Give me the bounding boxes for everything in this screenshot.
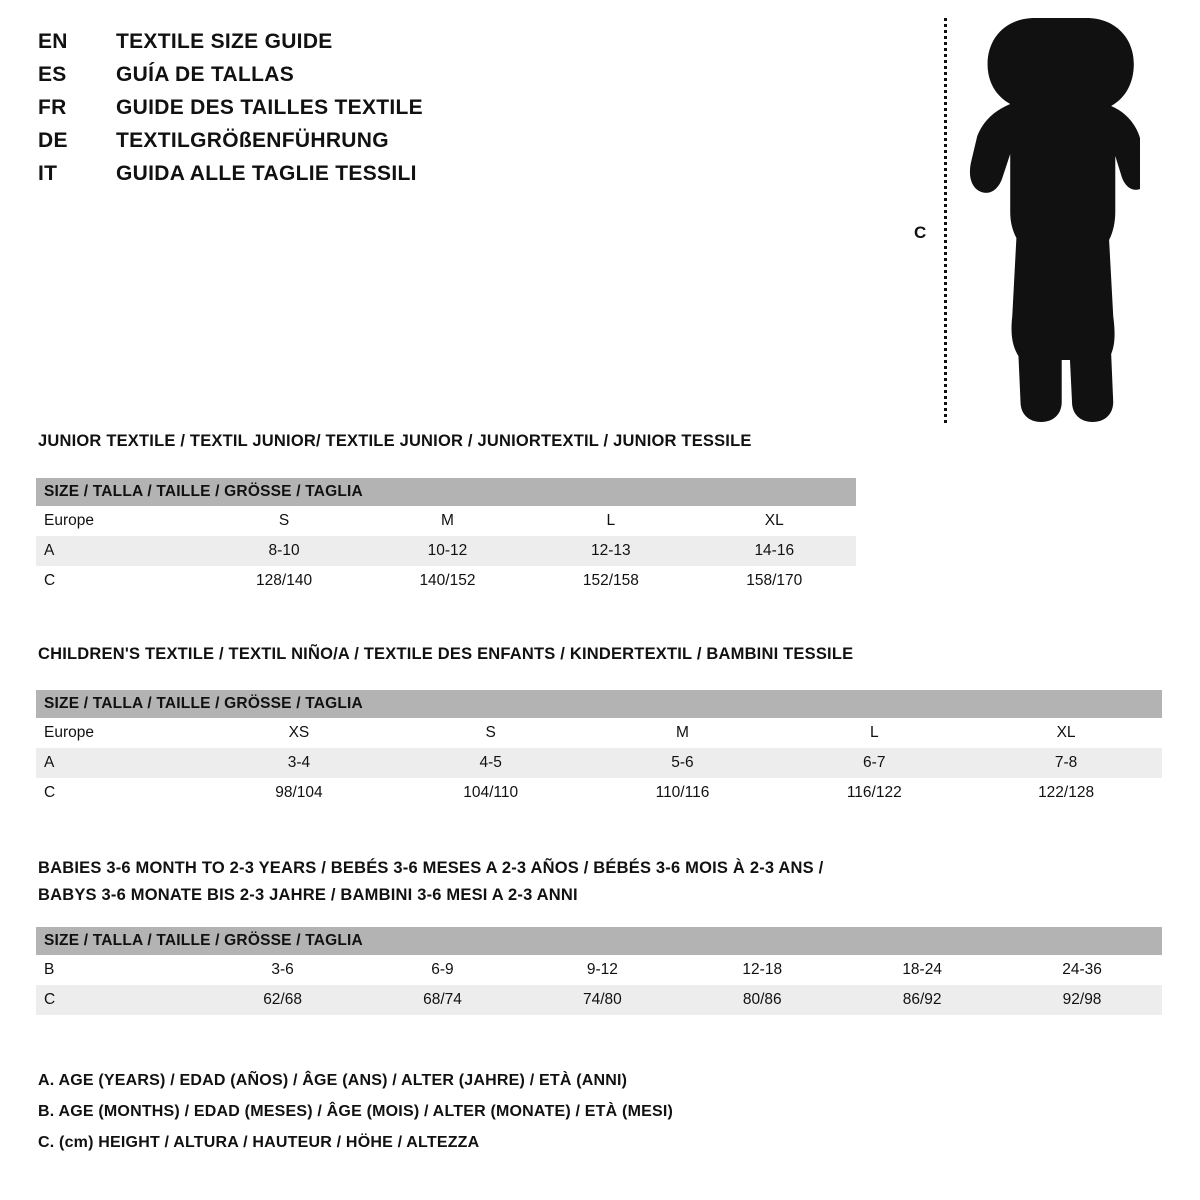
section-heading-babies — [38, 855, 1038, 909]
row-label-c: C — [36, 566, 202, 596]
cell-c-5: 122/128 — [970, 778, 1162, 808]
row-label-a: A — [36, 536, 202, 566]
table-row — [36, 506, 856, 536]
cell-c-3: 110/116 — [587, 778, 779, 808]
cell-a-4: 14-16 — [693, 536, 856, 566]
footnote-a: A. AGE (YEARS) / EDAD (AÑOS) / ÂGE (ANS) / ALTER (JAHRE) / ETÀ (ANNI) — [38, 1072, 628, 1089]
title-text-de: TEXTILGRÖßENFÜHRUNG — [116, 129, 389, 152]
row-label-a: A — [36, 748, 203, 778]
table-band-header — [36, 690, 1162, 718]
footnote-b: B. AGE (MONTHS) / EDAD (MESES) / ÂGE (MOIS) / ALTER (MONATE) / ETÀ (MESI) — [38, 1103, 674, 1120]
language-code-es: ES — [38, 63, 67, 86]
measure-label-c: C — [914, 223, 927, 242]
cell-a-2: 10-12 — [366, 536, 529, 566]
cell-c-4: 80/86 — [682, 985, 842, 1015]
title-text-it: GUIDA ALLE TAGLIE TESSILI — [116, 162, 417, 185]
footnote-c: C. (cm) HEIGHT / ALTURA / HAUTEUR / HÖHE / ALTEZZA — [38, 1134, 480, 1151]
cell-c-2: 140/152 — [366, 566, 529, 596]
table-row — [36, 566, 856, 596]
cell-europe-4: L — [778, 718, 970, 748]
table-band-header — [36, 927, 1162, 955]
row-label-europe: Europe — [36, 506, 202, 536]
cell-europe-3: M — [587, 718, 779, 748]
table-band-header — [36, 478, 856, 506]
cell-b-5: 18-24 — [842, 955, 1002, 985]
cell-c-6: 92/98 — [1002, 985, 1162, 1015]
cell-europe-1: XS — [203, 718, 395, 748]
cell-a-4: 6-7 — [778, 748, 970, 778]
cell-b-2: 6-9 — [363, 955, 523, 985]
legend-footnotes — [38, 1065, 673, 1158]
cell-c-1: 98/104 — [203, 778, 395, 808]
cell-europe-1: S — [202, 506, 365, 536]
cell-c-1: 128/140 — [202, 566, 365, 596]
child-silhouette-icon — [952, 16, 1152, 431]
row-label-b: B — [36, 955, 203, 985]
cell-b-4: 12-18 — [682, 955, 842, 985]
cell-c-2: 68/74 — [363, 985, 523, 1015]
table-row — [36, 536, 856, 566]
table-row — [36, 748, 1162, 778]
cell-a-5: 7-8 — [970, 748, 1162, 778]
band-label-junior: SIZE / TALLA / TAILLE / GRÖSSE / TAGLIA — [36, 478, 856, 506]
cell-b-6: 24-36 — [1002, 955, 1162, 985]
junior-size-table — [36, 478, 856, 596]
title-row — [38, 162, 598, 192]
cell-a-2: 4-5 — [395, 748, 587, 778]
cell-a-3: 12-13 — [529, 536, 692, 566]
babies-size-table — [36, 927, 1162, 1015]
title-text-en: TEXTILE SIZE GUIDE — [116, 30, 333, 53]
cell-c-4: 158/170 — [693, 566, 856, 596]
cell-a-1: 3-4 — [203, 748, 395, 778]
cell-c-3: 152/158 — [529, 566, 692, 596]
title-text-fr: GUIDE DES TAILLES TEXTILE — [116, 96, 423, 119]
table-row — [36, 778, 1162, 808]
cell-c-4: 116/122 — [778, 778, 970, 808]
language-code-en: EN — [38, 30, 68, 53]
cell-c-3: 74/80 — [522, 985, 682, 1015]
cell-europe-2: M — [366, 506, 529, 536]
row-label-europe: Europe — [36, 718, 203, 748]
section-heading-babies-line2: BABYS 3-6 MONATE BIS 2-3 JAHRE / BAMBINI 3-6 MESI A 2-3 ANNI — [38, 886, 578, 904]
title-row — [38, 30, 598, 60]
cell-b-3: 9-12 — [522, 955, 682, 985]
cell-europe-3: L — [529, 506, 692, 536]
cell-c-1: 62/68 — [203, 985, 363, 1015]
section-heading-junior: JUNIOR TEXTILE / TEXTIL JUNIOR/ TEXTILE JUNIOR / JUNIORTEXTIL / JUNIOR TESSILE — [38, 432, 752, 450]
band-label-babies: SIZE / TALLA / TAILLE / GRÖSSE / TAGLIA — [36, 927, 1162, 955]
cell-a-1: 8-10 — [202, 536, 365, 566]
cell-europe-2: S — [395, 718, 587, 748]
table-row — [36, 718, 1162, 748]
cell-europe-5: XL — [970, 718, 1162, 748]
cell-a-3: 5-6 — [587, 748, 779, 778]
row-label-c: C — [36, 778, 203, 808]
title-row — [38, 96, 598, 126]
band-label-children: SIZE / TALLA / TAILLE / GRÖSSE / TAGLIA — [36, 690, 1162, 718]
height-measure-figure — [900, 8, 1160, 428]
row-label-c: C — [36, 985, 203, 1015]
title-text-es: GUÍA DE TALLAS — [116, 63, 295, 86]
children-size-table — [36, 690, 1162, 808]
section-heading-children: CHILDREN'S TEXTILE / TEXTIL NIÑO/A / TEXTILE DES ENFANTS / KINDERTEXTIL / BAMBINI TESSILE — [38, 645, 854, 663]
multilingual-title-block — [38, 30, 598, 195]
cell-c-2: 104/110 — [395, 778, 587, 808]
language-code-fr: FR — [38, 96, 67, 119]
section-heading-babies-line1: BABIES 3-6 MONTH TO 2-3 YEARS / BEBÉS 3-6 MESES A 2-3 AÑOS / BÉBÉS 3-6 MOIS À 2-3 ANS / — [38, 859, 824, 877]
language-code-it: IT — [38, 162, 58, 185]
cell-c-5: 86/92 — [842, 985, 1002, 1015]
table-row — [36, 985, 1162, 1015]
title-row — [38, 63, 598, 93]
cell-europe-4: XL — [693, 506, 856, 536]
language-code-de: DE — [38, 129, 68, 152]
cell-b-1: 3-6 — [203, 955, 363, 985]
table-row — [36, 955, 1162, 985]
title-row — [38, 129, 598, 159]
measure-dotted-line — [944, 18, 947, 423]
